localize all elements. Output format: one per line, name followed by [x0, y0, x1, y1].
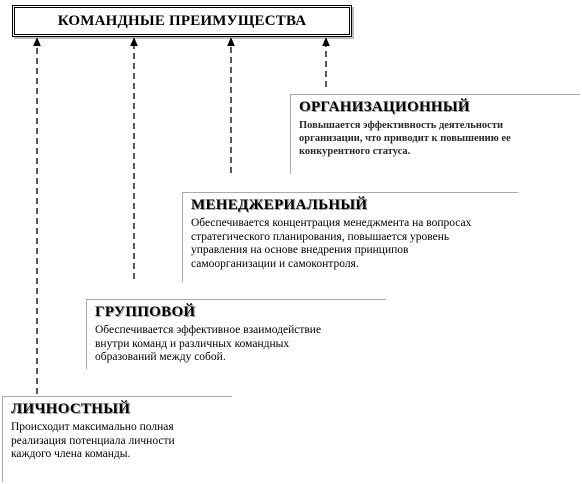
- level-card-managerial: [182, 192, 518, 282]
- level-heading: ЛИЧНОСТНЫЙ: [11, 401, 131, 417]
- level-card-group: [86, 299, 386, 369]
- level-description: Повышается эффективность деятельности организации, что приводит к повышению ее конкурентного статуса.: [299, 120, 511, 157]
- level-description: Обеспечивается концентрация менеджмента на вопросах стратегического планирования, повышается уровень управления на основе внедрения принципов самоорганизации и самоконтроля.: [191, 217, 472, 270]
- diagram-title: КОМАНДНЫЕ ПРЕИМУЩЕСТВА: [12, 5, 352, 37]
- level-heading: МЕНЕДЖЕРИАЛЬНЫЙ: [191, 197, 368, 213]
- level-card-personal: [2, 396, 232, 482]
- level-description: Обеспечивается эффективное взаимодействие внутри команд и различных командных образований между собой.: [95, 324, 322, 363]
- level-card-organizational: [290, 94, 580, 174]
- level-heading: ГРУППОВОЙ: [95, 304, 196, 320]
- level-heading: ОРГАНИЗАЦИОННЫЙ: [299, 99, 470, 115]
- level-description: Происходит максимально полная реализация потенциала личности каждого члена команды.: [11, 421, 175, 460]
